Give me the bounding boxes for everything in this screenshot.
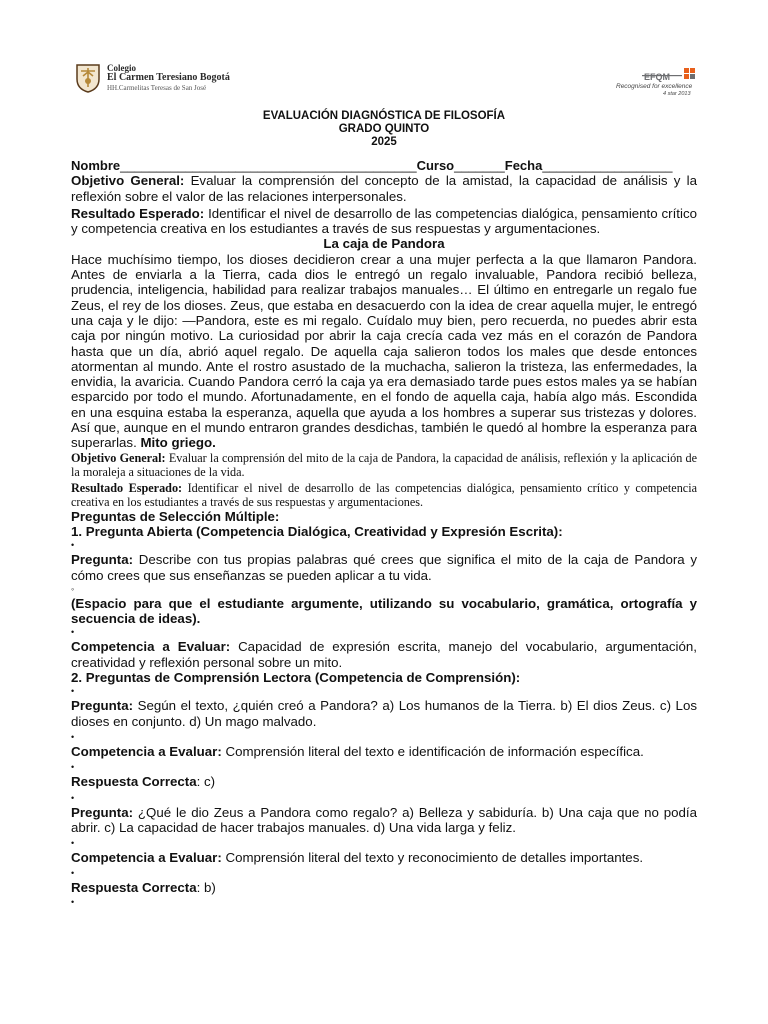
nombre-field[interactable]: _________________________________________: [120, 158, 417, 173]
objective-label: Objetivo General:: [71, 173, 185, 189]
answer-label: Respuesta Correcta: [71, 880, 197, 896]
question2b: [71, 805, 697, 836]
question2a-competency: [71, 744, 697, 759]
story-source: Mito griego.: [140, 435, 216, 451]
story-text: Hace muchísimo tiempo, los dioses decidieron crear a una mujer perfecta a la que llamaron Pandora. Antes de enviarla a la Tierra, cada dios le entregó un regalo invaluable, Pandora recibió belleza, prudencia, inteligencia, habilidad para realizar trabajos manuales… El último en entregarle un regalo fue Zeus, el rey de los dioses. Zeus, que estaba en desacuerdo con la idea de crear aquella mujer, le entregó una caja y le dijo: —Pandora, este es mi regalo. Cuídalo muy bien, pero recuerda, no puedes abrir esta caja por ningún motivo. La curiosidad por abrir la caja crecía cada vez más en el corazón de Pandora hasta que un día, abrió aquel regalo. De aquella caja salieron todos los males que desde entonces atormentan al mundo. Ante el rostro asustado de la muchacha, salieron la tristeza, las enfermedades, la envidia, la avaricia. Cuando Pandora cerró la caja ya era demasiado tarde pues estos males ya se habían esparcido por todo el mundo. Afortunadamente, en el fondo de aquella caja, había algo más. Escondida en una esquina estaba la esperanza, aquella que ayuda a los hombres a superar sus tristezas y dolores. Así que, aunque en el mundo entraron grandes desdichas, también le quedó al hombre la esperanza para superarlas.: [71, 251, 697, 451]
school-name-line2: El Carmen Teresiano Bogotá: [107, 72, 230, 83]
general-objective: [71, 173, 697, 204]
question2a-answer: [71, 774, 697, 789]
answer-label: Respuesta Correcta: [71, 774, 197, 790]
story-result-label: Resultado Esperado:: [71, 480, 183, 495]
fecha-label: Fecha: [504, 158, 543, 173]
story-body: [71, 252, 697, 451]
bullet: •: [71, 762, 75, 773]
question2b-competency: [71, 850, 697, 865]
bullet: •: [71, 868, 75, 879]
question2b-text: ¿Qué le dio Zeus a Pandora como regalo? a) Belleza y sabiduría. b) Una caja que no podía abrir. c) La capacidad de hacer trabajos manuales. d) Una vida larga y feliz.: [71, 804, 697, 835]
efqm-stars-text: 4 star 2013: [663, 91, 691, 97]
story-objective-text: Evaluar la comprensión del mito de la caja de Pandora, la capacidad de análisis, reflexión y la aplicación de la moraleja a situaciones de la vida.: [71, 450, 698, 479]
nombre-label: Nombre: [71, 158, 121, 173]
school-crest-icon: [75, 63, 101, 93]
result-label: Resultado Esperado:: [71, 205, 205, 221]
curso-label: Curso: [416, 158, 455, 173]
efqm-logo-icon: [642, 66, 698, 82]
question2a-text: Según el texto, ¿quién creó a Pandora? a) Los humanos de la Tierra. b) El dios Zeus. c) Los dioses en conjunto. d) Un mago malvado.: [71, 698, 697, 729]
story-expected-result: [71, 481, 697, 509]
competency-text: Comprensión literal del texto y reconocimiento de detalles importantes.: [221, 850, 644, 866]
competency-text: Comprensión literal del texto e identificación de información específica.: [221, 743, 644, 759]
document-body: [71, 158, 697, 909]
competency-label: Competencia a Evaluar:: [71, 639, 231, 655]
student-info-line: [71, 158, 697, 173]
questions-heading: Preguntas de Selección Múltiple:: [71, 508, 280, 524]
bullet: •: [71, 896, 75, 907]
grade-title: GRADO QUINTO: [338, 123, 430, 135]
answer-value: : c): [196, 774, 216, 790]
school-name-line3: HH.Carmelitas Teresas de San José: [107, 84, 207, 92]
question1-competency: [71, 639, 697, 670]
question1-text: Describe con tus propias palabras qué crees que significa el mito de la caja de Pandora y cómo crees que sus enseñanzas se pueden aplicar a tu vida.: [71, 552, 697, 583]
expected-result: [71, 206, 697, 237]
year-title: 2025: [371, 136, 397, 148]
curso-field[interactable]: _______: [454, 158, 505, 173]
question2b-answer: [71, 880, 697, 895]
question1-answer-space: (Espacio para que el estudiante argumente, utilizando su vocabulario, gramática, ortografía y secuencia de ideas).: [71, 595, 697, 627]
result-text: Identificar el nivel de desarrollo de las competencias dialógica, pensamiento crítico y competencia creativa en los estudiantes a través de sus respuestas y argumentaciones.: [71, 205, 697, 237]
bullet: •: [71, 686, 75, 697]
bullet: •: [71, 838, 75, 849]
story-title: La caja de Pandora: [323, 236, 445, 252]
school-logo: [75, 63, 230, 93]
question1: [71, 552, 697, 583]
bullet: •: [71, 792, 75, 803]
story-objective-label: Objetivo General:: [71, 450, 166, 465]
bullet: •: [71, 540, 75, 551]
question2-heading: 2. Preguntas de Comprensión Lectora (Competencia de Comprensión):: [71, 670, 521, 686]
question1-heading: 1. Pregunta Abierta (Competencia Dialógica, Creatividad y Expresión Escrita):: [71, 523, 563, 539]
objective-text: Evaluar la comprensión del concepto de la amistad, la capacidad de análisis y la reflexión sobre el valor de las relaciones interpersonales.: [71, 173, 697, 204]
question-label: Pregunta:: [71, 804, 134, 820]
story-objective: [71, 451, 697, 479]
efqm-wordmark: EFQM: [644, 72, 670, 82]
competency-label: Competencia a Evaluar:: [71, 850, 222, 866]
document-title: EVALUACIÓN DIAGNÓSTICA DE FILOSOFÍA: [262, 110, 506, 122]
fecha-field[interactable]: __________________: [542, 158, 673, 173]
question-label: Pregunta:: [71, 698, 134, 714]
competency-text: Capacidad de expresión escrita, manejo del vocabulario, argumentación, creatividad y reflexión personal sobre un mito.: [71, 639, 697, 670]
question-label: Pregunta:: [71, 552, 134, 568]
efqm-recognition-text: Recognised for excellence: [616, 83, 693, 90]
bullet: •: [71, 731, 75, 742]
competency-label: Competencia a Evaluar:: [71, 743, 222, 759]
bullet: •: [71, 627, 75, 638]
story-result-text: Identificar el nivel de desarrollo de las competencias dialógica, pensamiento crítico y competencia creativa en los estudiantes a través de sus respuestas y argumentaciones.: [71, 480, 697, 509]
school-name-line1: Colegio: [107, 63, 136, 73]
answer-value: : b): [196, 880, 216, 896]
efqm-badge: [616, 66, 698, 96]
question2a: [71, 698, 697, 729]
bullet-small: ◦: [71, 583, 75, 594]
